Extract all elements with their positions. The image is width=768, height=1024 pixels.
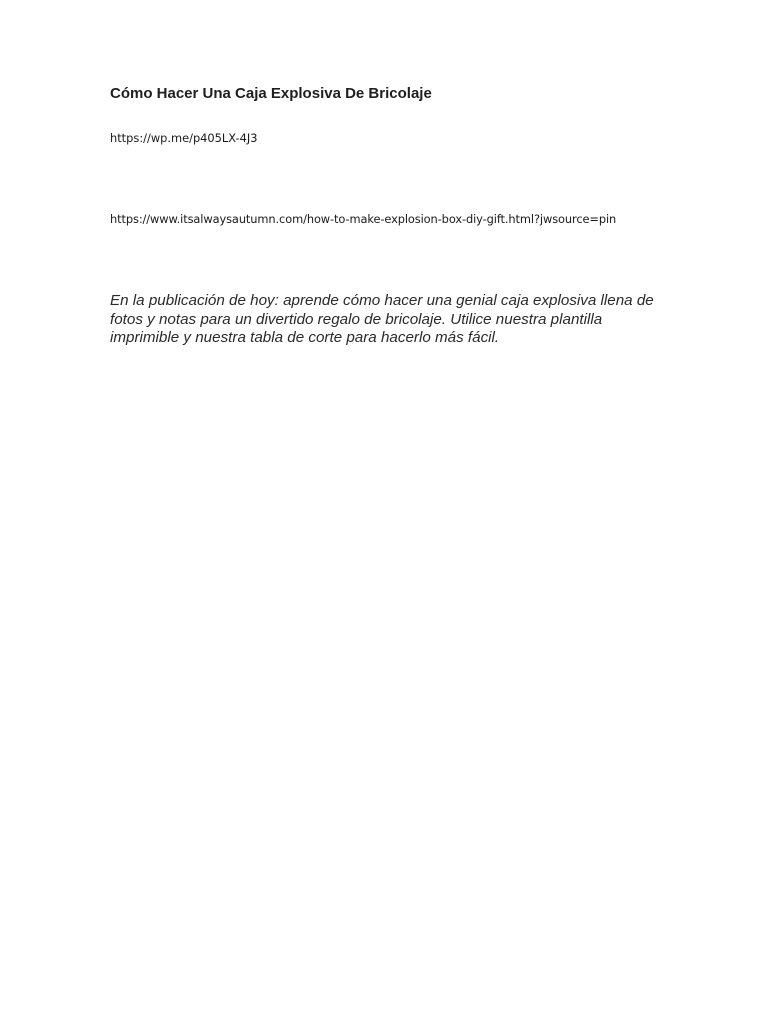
document-title: Cómo Hacer Una Caja Explosiva De Bricolaje bbox=[110, 85, 432, 102]
short-link[interactable]: https://wp.me/p405LX-4J3 bbox=[110, 131, 258, 145]
intro-paragraph: En la publicación de hoy: aprende cómo hacer una genial caja explosiva llena de fotos y notas para un divertido regalo de bricolaje. Utilice nuestra plantilla imprimible y nuestra tabla de corte para hacerlo más fácil. bbox=[110, 292, 654, 346]
source-link[interactable]: https://www.itsalwaysautumn.com/how-to-make-explosion-box-diy-gift.html?jwsource=pin bbox=[110, 212, 617, 226]
